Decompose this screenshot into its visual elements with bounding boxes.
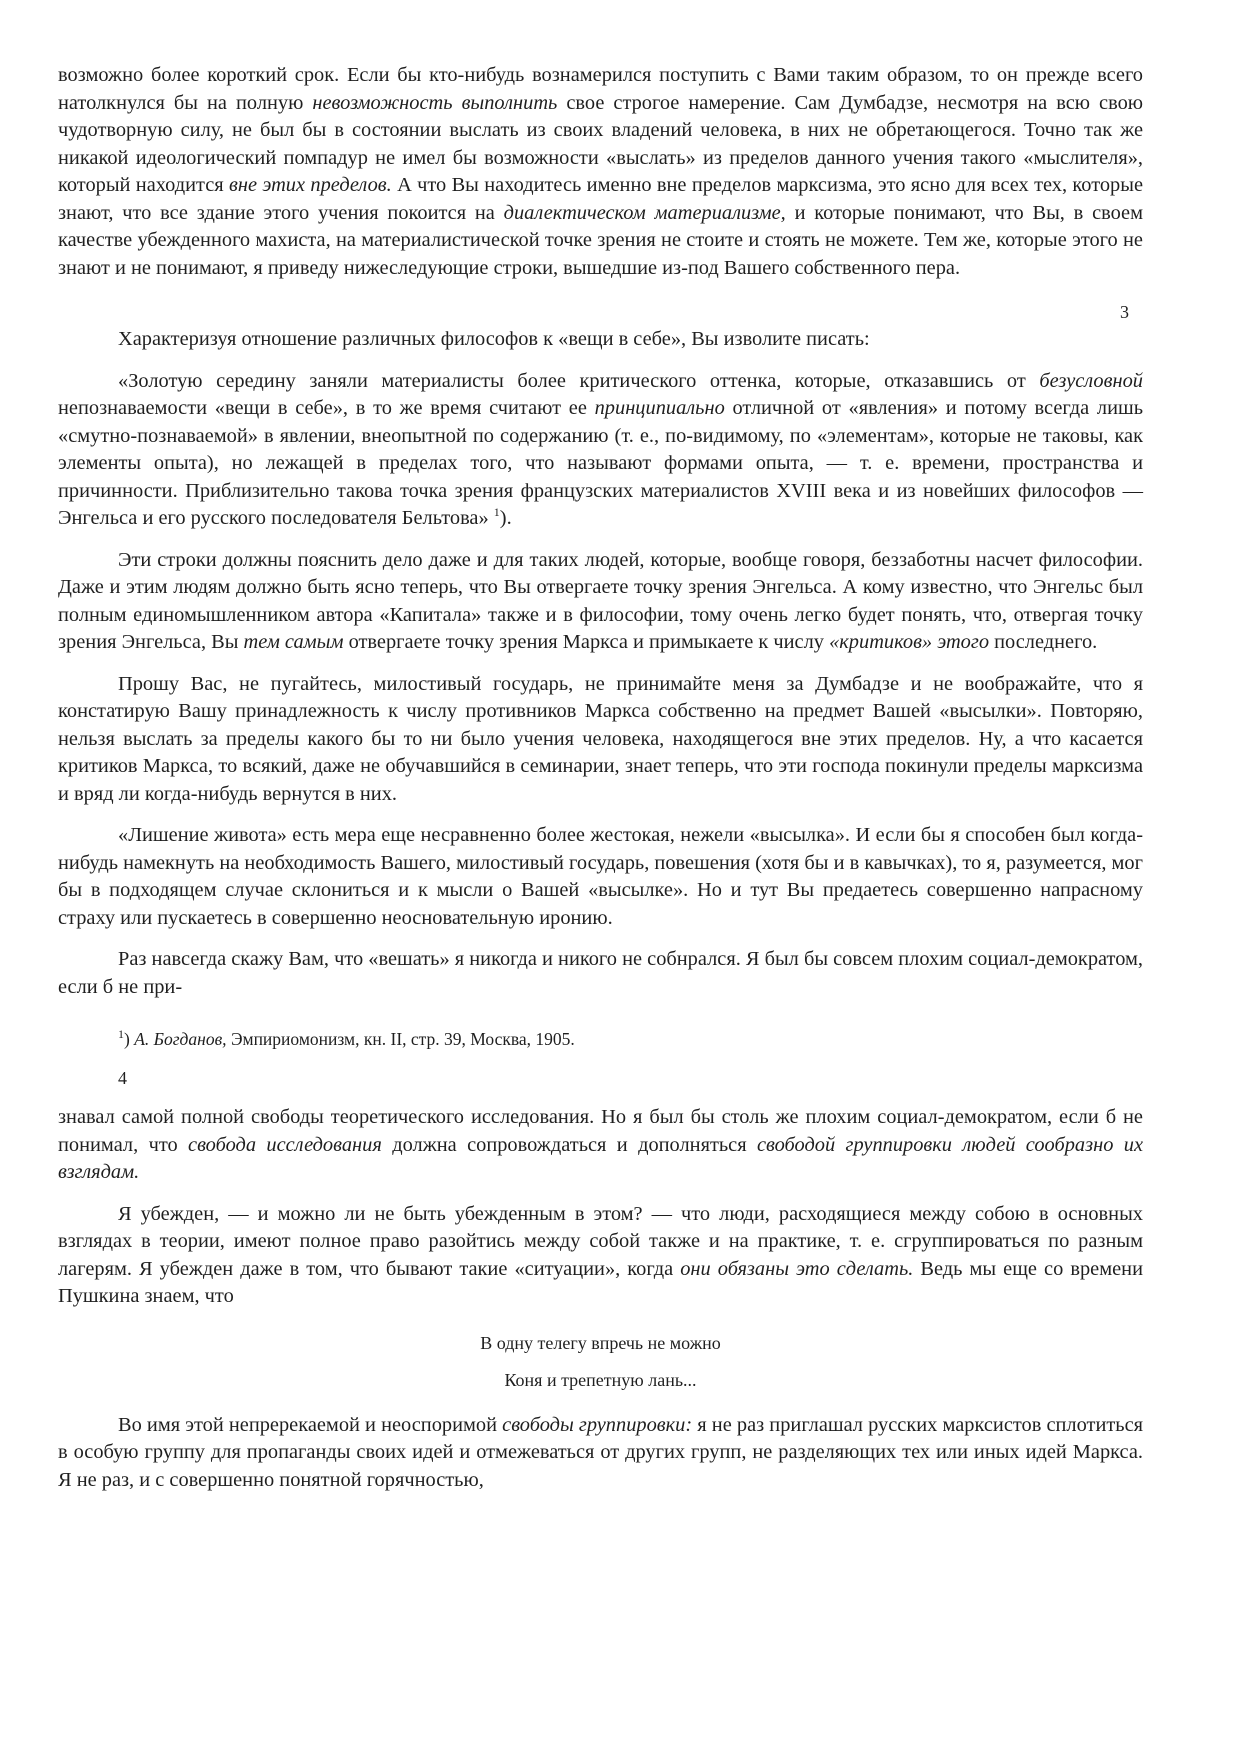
paragraph-continuation-top: возможно более короткий срок. Если бы кто-нибудь вознамерился поступить с Вами таким образом, то он прежде всего натолкнулся бы на полную невозможность выполнить свое строгое намерение. Сам Думбадзе, несмотря на всю свою чудотворную силу, не был бы в состоянии выслать из своих владений человека, в них не обретающегося. Точно так же никакой идеологический помпадур не имел бы возможности «выслать» из пределов данного учения такого «мыслителя», который находится вне этих пределов. А что Вы находитесь именно вне пределов марксизма, это ясно для всех тех, которые знают, что все здание этого учения покоится на диалектическом материализме, и которые понимают, что Вы, в своем качестве убежденного махиста, на материалистической точке зрения не стоите и стоять не можете. Тем же, которые этого не знают и не понимают, я приведу нижеследующие строки, вышедшие из-под Вашего собственного пера. [58, 64, 1144, 279]
page-number-3: 3 [1120, 302, 1129, 322]
paragraph-freedom-of-research: знавал самой полной свободы теоретического исследования. Но я был бы столь же плохим социал-демократом, если б не понимал, что свобода исследования должна сопровождаться и дополняться свободой группировки людей сообразно их взглядам. [58, 1106, 1143, 1183]
paragraph-do-not-fear: Прошу Вас, не пугайтесь, милостивый государь, не принимайте меня за Думбадзе и не воображайте, что я констатирую Вашу принадлежность к числу противников Маркса собственно на предмет Вашей «высылки». Повторяю, нельзя выслать за пределы какого бы то ни было учения человека, находящегося вне этих пределов. Ну, а что касается критиков Маркса, то всякий, даже не обучавшийся в семинарии, знает теперь, что эти господа покинули пределы марксизма и вряд ли когда-нибудь вернутся в них. [58, 672, 1143, 805]
paragraph-freedom-of-grouping: Во имя этой непререкаемой и неоспоримой свободы группировки: я не раз приглашал русских марксистов сплотиться в особую группу для пропаганды своих идей и отмежеваться от других групп, не разделяющих тех или иных идей Маркса. Я не раз, и с совершенно понятной горячностью, [58, 1413, 1143, 1491]
paragraph-quote-golden-mean: «Золотую середину заняли материалисты более критического оттенка, которые, отказавшись от безусловной непознаваемости «вещи в себе», в то же время считают ее принципиально отличной от «явления» и потому всегда лишь «смутно-познаваемой» в явлении, внеопытной по содержанию (т. е., по-видимому, по «элементам», которые не таковы, как элементы опыта), но лежащей в пределах того, что называют формами опыта, — т. е. времени, пространства и причинности. Приблизительно такова точка зрения французских материалистов XVIII века и из новейших философов — Энгельса и его русского последователя Бельтова» $^1$). [58, 369, 1143, 529]
paragraph-i-am-convinced: Я убежден, — и можно ли не быть убежденным в этом? — что люди, расходящиеся между собою в основных взглядах в теории, имеют полное право разойтись между собой также и на практике, т. е. сгруппироваться по разным лагерям. Я убежден даже в том, что бывают такие «ситуации», когда они обязаны это сделать. Ведь мы еще со времени Пушкина знаем, что [58, 1202, 1143, 1307]
paragraph-characterizing: Характеризуя отношение различных философов к «вещи в себе», Вы изволите писать: [118, 328, 870, 350]
paragraph-these-lines: Эти строки должны пояснить дело даже и для таких людей, которые, вообще говоря, беззаботны насчет философии. Даже и этим людям должно быть ясно теперь, что Вы отвергаете точку зрения Энгельса. А кому известно, что Энгельс был полным единомышленником автора «Капитала» также и в философии, тому очень легко будет понять, что, отвергая точку зрения Энгельса, Вы тем самым отвергаете точку зрения Маркса и примыкаете к числу «критиков» этого последнего. [58, 548, 1143, 653]
verse-line-2: Коня и трепетную лань... [504, 1369, 697, 1390]
verse-line-1: В одну телегу впречь не можно [480, 1332, 721, 1353]
paragraph-once-and-for-all: Раз навсегда скажу Вам, что «вешать» я никогда и никого не собнрался. Я был бы совсем плохим социал-демократом, если б не при- [58, 948, 1143, 998]
footnote-1: $^1$) А. Богданов, Эмпириомонизм, кн. II, стр. 39, Москва, 1905. [118, 1027, 575, 1049]
paragraph-deprivation-of-life: «Лишение живота» есть мера еще несравненно более жестокая, нежели «высылка». И если бы я способен был когда-нибудь намекнуть на необходимость Вашего, милостивый государь, повешения (хотя бы и в кавычках), то я, разумеется, мог бы в подходящем случае склониться и к мысли о Вашей «высылке». Но и тут Вы предаетесь совершенно напрасному страху или пускаетесь в совершенно неосновательную иронию. [58, 824, 1143, 929]
page-number-4: 4 [118, 1068, 127, 1088]
